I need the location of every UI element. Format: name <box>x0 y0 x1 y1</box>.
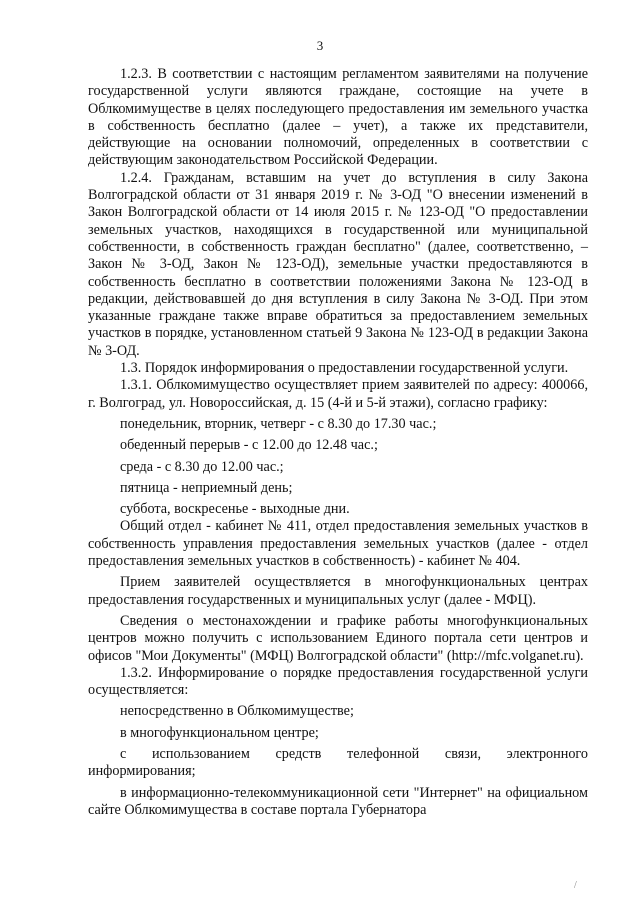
paragraph-1-3-1: 1.3.1. Облкомимущество осуществляет прием заявителей по адресу: 400066, г. Волгоград, ул. Новороссийская, д. 15 (4-й и 5-й этажи), согласно графику: <box>88 377 588 411</box>
paragraph-1-2-3: 1.2.3. В соответствии с настоящим регламентом заявителями на получение государственной услуги являются граждане, состоящие на учете в Облкомимуществе в целях последующего предоставления им земельного участка в собственность бесплатно (далее – учет), а также их представители, действующие на основании полномочий, определенных в соответствии с действующим законодательством Российской Федерации. <box>88 66 588 169</box>
info-channel-item: в информационно-телекоммуникационной сети "Интернет" на официальном сайте Облкомимущества в составе портала Губернатора <box>88 784 588 818</box>
info-channel-item: в многофункциональном центре; <box>120 724 319 741</box>
schedule-item: среда - с 8.30 до 12.00 час.; <box>120 458 284 475</box>
paragraph-1-3-heading: 1.3. Порядок информирования о предоставлении государственной услуги. <box>120 360 569 377</box>
schedule-item: пятница - неприемный день; <box>120 479 293 496</box>
schedule-item: суббота, воскресенье - выходные дни. <box>120 501 350 518</box>
page-number: 3 <box>316 38 324 53</box>
info-channel-item: непосредственно в Облкомимуществе; <box>120 703 354 720</box>
margin-mark: / <box>574 880 577 891</box>
paragraph-1-2-4: 1.2.4. Гражданам, вставшим на учет до вступления в силу Закона Волгоградской области от 31 января 2019 г. № 3-ОД "О внесении изменений в Закон Волгоградской области от 14 июля 2015 г. № 123-ОД "О предоставлении земельных участков, находящихся в государственной или муниципальной собственности, в собственность граждан бесплатно" (далее, соответственно, – Закон № 3-ОД, Закон № 123-ОД), земельные участки предоставляются в собственность бесплатно в соответствии положениями Закона № 123-ОД в редакции, действовавшей до дня вступления в силу Закона № 3-ОД. При этом указанные граждане также вправе обратиться за предоставлением земельных участков в порядке, установленном статьей 9 Закона № 123-ОД в редакции Закона № 3-ОД. <box>88 169 588 359</box>
paragraph-cabinets: Общий отдел - кабинет № 411, отдел предоставления земельных участков в собственность управления предоставления земельных участков (далее - отдел предоставления земельных участков в собственность) - кабинет № 404. <box>88 518 588 570</box>
paragraph-1-3-2: 1.3.2. Информирование о порядке предоставления государственной услуги осуществляется: <box>88 664 588 699</box>
schedule-item: понедельник, вторник, четверг - с 8.30 до 17.30 час.; <box>120 415 437 432</box>
document-body <box>88 66 588 819</box>
paragraph-mfc-reception: Прием заявителей осуществляется в многофункциональных центрах предоставления государственных и муниципальных услуг (далее - МФЦ). <box>88 574 588 608</box>
info-channel-item: с использованием средств телефонной связи, электронного информирования; <box>88 745 588 780</box>
paragraph-mfc-info: Сведения о местонахождении и графике работы многофункциональных центров можно получить с использованием Единого портала сети центров и офисов "Мои Документы" (МФЦ) Волгоградской области" (http://mfc.volganet.ru). <box>88 612 588 664</box>
schedule-item: обеденный перерыв - с 12.00 до 12.48 час.; <box>120 437 378 454</box>
